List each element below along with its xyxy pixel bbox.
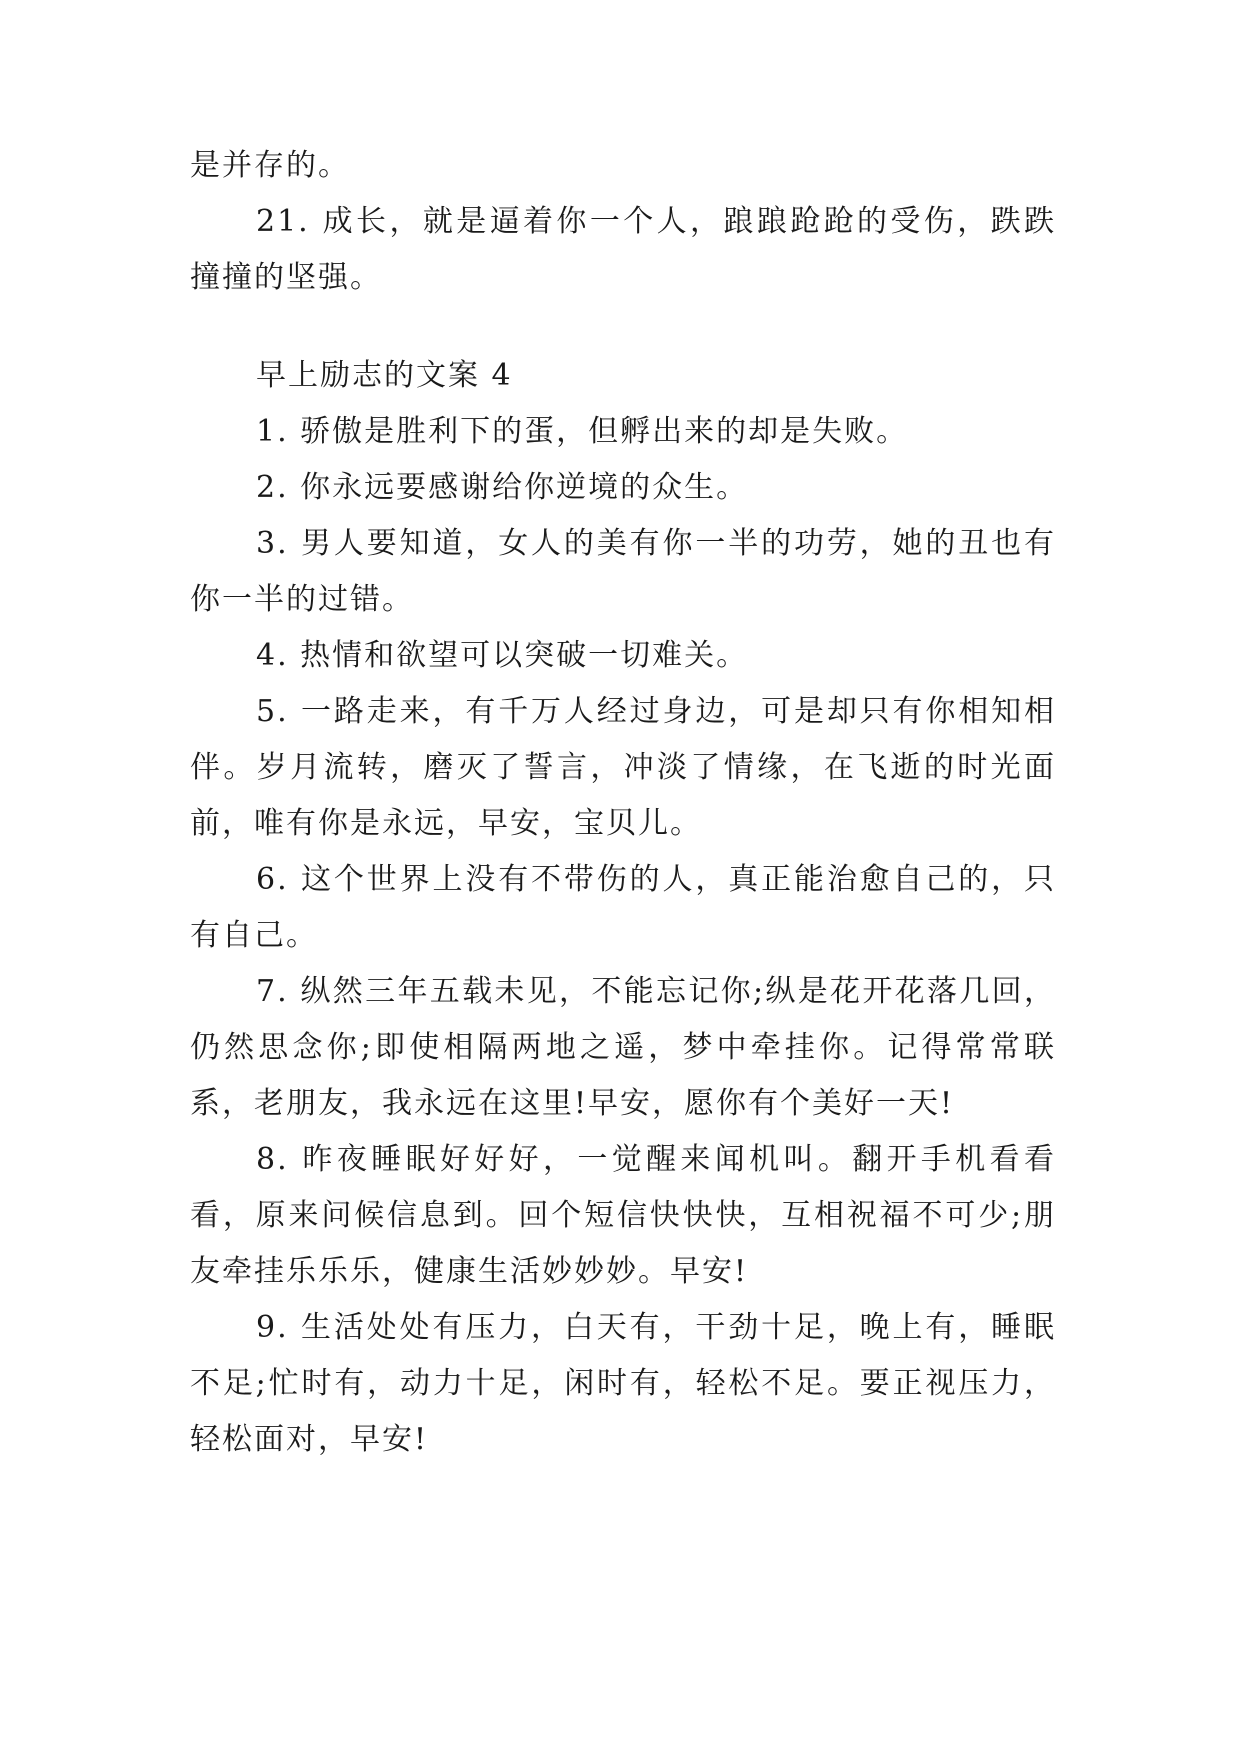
section-text-block — [190, 348, 1056, 1468]
continued-paragraph: 是并存的。 — [190, 148, 350, 183]
list-item: 9. 生活处处有压力，白天有，干劲十足，晚上有，睡眠不足;忙时有，动力十足，闲时有，轻松不足。要正视压力，轻松面对，早安! — [190, 1310, 1056, 1457]
list-item: 8. 昨夜睡眠好好好，一觉醒来闻机叫。翻开手机看看看，原来问候信息到。回个短信快快快，互相祝福不可少;朋友牵挂乐乐乐，健康生活妙妙妙。早安! — [190, 1142, 1056, 1289]
section-title: 早上励志的文案 4 — [256, 358, 513, 393]
list-item: 6. 这个世界上没有不带伤的人，真正能治愈自己的，只有自己。 — [190, 862, 1056, 953]
list-item: 2. 你永远要感谢给你逆境的众生。 — [256, 470, 749, 505]
list-item: 3. 男人要知道，女人的美有你一半的功劳，她的丑也有你一半的过错。 — [190, 526, 1056, 617]
top-text-block — [190, 138, 1056, 306]
list-item: 1. 骄傲是胜利下的蛋，但孵出来的却是失败。 — [256, 414, 909, 449]
list-item: 5. 一路走来，有千万人经过身边，可是却只有你相知相伴。岁月流转，磨灭了誓言，冲淡了情缘，在飞逝的时光面前，唯有你是永远，早安，宝贝儿。 — [190, 694, 1056, 841]
list-item: 4. 热情和欲望可以突破一切难关。 — [256, 638, 749, 673]
list-item: 7. 纵然三年五载未见，不能忘记你;纵是花开花落几回，仍然思念你;即使相隔两地之遥，梦中牵挂你。记得常常联系，老朋友，我永远在这里!早安，愿你有个美好一天! — [190, 974, 1056, 1121]
paragraph-21: 21. 成长，就是逼着你一个人，踉踉跄跄的受伤，跌跌撞撞的坚强。 — [190, 204, 1056, 295]
